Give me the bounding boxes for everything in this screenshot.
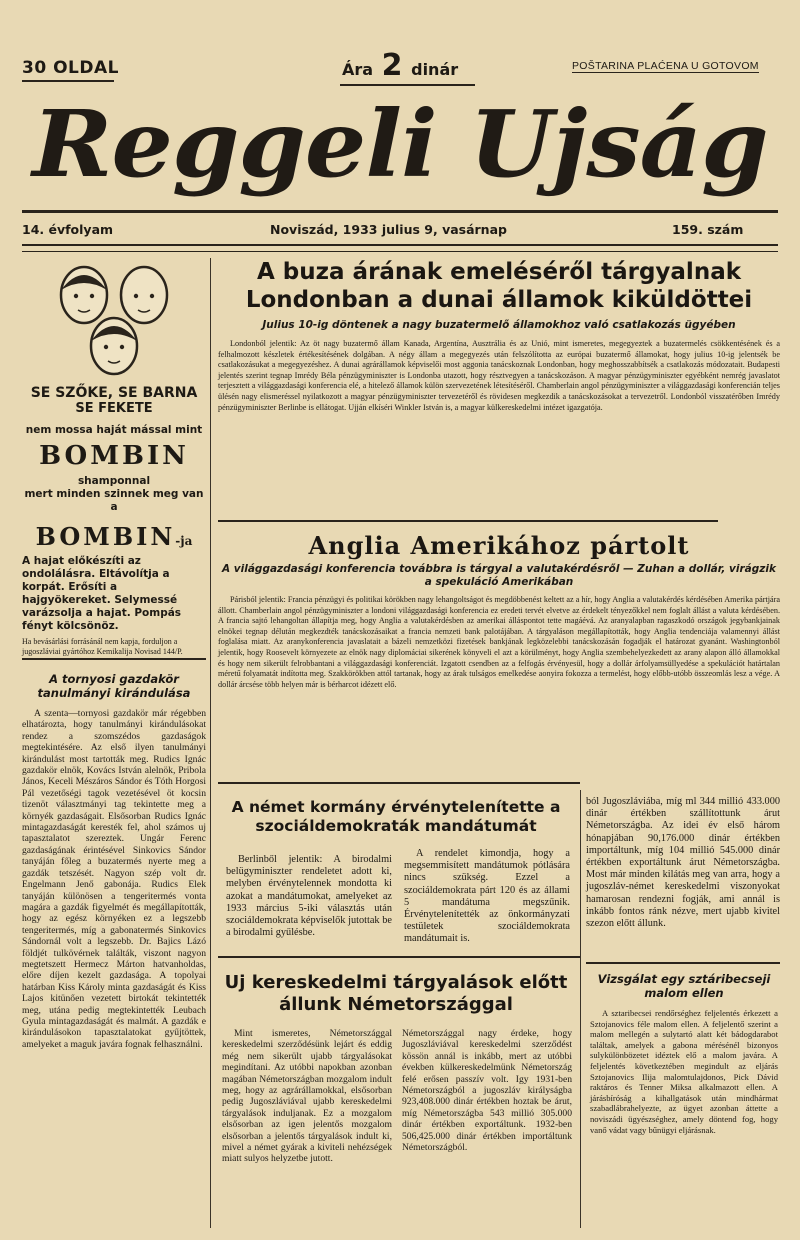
column-divider [210,258,211,1228]
divider [22,210,778,213]
ad-brand-2 [22,522,206,551]
ad-brand: BOMBIN [39,441,189,471]
article-subtitle: Julius 10-ig döntenek a nagy buzatermelő államokhoz való csatlakozás ügyében [262,319,736,331]
article-title: A tornyosi gazdakör tanulmányi kirándulása [37,672,191,700]
article-body: Londonból jelentik: Az öt nagy buzatermő állam Kanada, Argentína, Ausztrália és az Unió, mint ismeretes, megegyeztek a buzatermelés csökkentésének és a felhalmozott készletek értékesítésének dolgában. A négy állam a megegyezés után felszólította az európai buzatermő államokat, hogy julius 10-ig jelentsék be csatlakozásukat a megegyezéshez. A dunai agrárállamok képviselői most aggonia tanácskoznak Londonban, hogy meghosszabbítsék a csatlakozás módozatait. Budapesti jelentés szerint tegnap Imrédy Béla pénzügyminiszter is Londonba utazott, hogy résztvegyen a tanácskozáson. A magyar pénzügyminiszter egyébként nemrég javaslatot terjesztett a világgazdasági konferencia elé, a hitelező államok külön szervezetének létesítéséről. Chamberlain angol pénzügyminiszter a világgazdasági konferencián teljes ülésén nagy elismeréssel nyilatkozott a magyar pénzügyminiszter tervezetéről és rövidesen megkezdik a tanácskozásokat a tervezetről. Londonból visszatérőben Imrédy pénzügyminiszter Berlinbe is ellátogat. Ujján elkíséri Winkler István is, a magyar külkereskedelmi intézet igazgatója. [218,339,780,412]
anglia-article [218,532,780,690]
continued-column: ból Jugoszláviába, míg ml 344 millió 433.000 dinár értékben szállítottunk árut Németországba. Az idei év első három hónapjában 90,176.000 dinár értékben importáltunk, míg 104 millió 545.000 dinár értékben exportáltunk árut Németországba. Most már minden kilátás meg van arra, hogy a jugoszláv-német kereskedelmi viszonyokat hamarosan rendezni fogják, ami annál is inkább fontos ránk nézve, mert ujabb kivitel szezon előtt állunk. [586,796,780,930]
article-subtitle: A világgazdasági konferencia továbbra is tárgyal a valutakérdésről — Zuhan a dollár, virágzik a spekuláció Amerikában [222,563,776,588]
vizsgalat-article [590,972,778,1135]
article-title: Vizsgálat egy sztáribecseji malom ellen [597,972,771,1000]
price-value: 2 [381,48,403,83]
nemet-article [218,798,574,945]
divider [218,956,580,958]
date-line: Noviszád, 1933 julius 9, vasárnap [270,222,507,237]
price-unit: dinár [411,60,459,79]
left-article [22,672,206,1050]
article-title: A német kormány érvénytelenítette a szociáldemokraták mandátumát [231,798,561,835]
ad-line: mert minden szinnek meg van a [24,488,204,513]
divider [586,962,780,964]
ad-brand-suffix: -ja [175,534,193,548]
page-count: 30 OLDAL [22,58,119,78]
article-title: Uj kereskedelmi tárgyalások előtt állunk Németországgal [224,972,568,1015]
ad-small-print: Ha bevásárlási forrásánál nem kapja, forduljon a jugoszláviai gyártóhoz Kemikalija Novisad 144/P. [22,637,183,656]
article-column: Berlinből jelentik: A birodalmi belügyminiszter rendeletet adott ki, melyben érvénytelennek mondotta ki azokat a mandátumokat, amelyeket az 1933 március 5-iki választás után szociáldemokrata képviselők jutottak be a birodalmi gyűlésbe. [226,854,392,939]
article-title: A buza árának emeléséről tárgyalnak Londonban a dunai államok kiküldöttei [245,259,753,313]
divider [218,782,580,784]
postal-note: POŠTARINA PLAĆENA U GOTOVOM [572,60,759,72]
article-title: Anglia Amerikához pártolt [308,531,690,560]
ad-headline-1: SE SZŐKE, SE BARNA [30,385,198,401]
uj-article [218,972,574,1165]
divider [22,80,114,82]
article-body: A sztaribecsei rendőrséghez feljelentés érkezett a Sztojanovics féle malom ellen. A feljelentő szerint a malom mellegén a sulytartó alatt két bádogdarabot találtak, amelyek a gabona mérésénél bizonyos sulykülönbözetet idéztek elő a malom javára. A feljelentés következtében megindult az eljárás Sztojanovics Ilija malomtulajdonos, Pick Dávid raktáros és Tenner Miksa alkalmazott ellen. A járásbíróság a kihallgatások után mindhármat szabadlábrahelyezte, az ügyet azonban áttette a noviszádi ügyészséghez, amely döntend fog, hogy vanő vádat vagy bűnügyi eljárásnak. [590,1008,778,1135]
ad-headline-2: SE FEKETE [75,401,153,416]
column-divider [580,790,581,1228]
ad-line: nem mossa haját mással mint [25,424,203,436]
divider [22,244,778,252]
article-column: A rendelet kimondja, hogy a megsemmisített mandátumok pótlására nincs szükség. Ezzel a szociáldemokrata párt 120 és az állami 5 mandátuma megszűnik. Érvénytelenítették az önkormányzati testületek szociáldemokrata mandátumait is. [404,848,570,945]
article-body: A szenta—tornyosi gazdakör már régebben elhatározta, hogy tanulmányi kirándulásokat rendez a szomszédos gazdaságok megtekintésére. Az első ilyen tanulmányi kirándulást most tartották meg. Rudics Ignác gazdakör elnök, Kovács István alelnök, Pribola János, Keceli Mészáros Sándor és Tóth Horgosi Pál vezetőségi tagok vezetésével öt kocsin tizenöt választmányi tag tekintette meg a környék gazdaságait. Elsősorban Rudics Ignác mintagazdaságát keresték fel, ahol számos uj tapasztalatot szereztek. Ungár Ferenc gazdaságának érintésével Sinkovics Sándor tanyáján főleg a buzatermés nyerte meg a gazdák tetszését. Nagyon szép volt dr. Engelmann Jenő gabonája. Rudics Elek tanyáján különösen a tengeritermés vonta magára a gazdák figyelmét és megállapították, hogy az egész környéken ez a legszebb tengeritermés, míg a gabonatermés Sinkovics Sándornál volt a legszebb. Dr. Bajics Lázó földjét tulkövérnek találták, viszont nagyon megtetszett Hermecz Márton hatvanholdas, előre díjen kezelt gazdasága. A topolyai határban Kiss Károly minta gazdaságát és Kiss Lajos kitünően vezetett birtokát tekintették meg, utána pedig megtekintették Leubach Gyula mintagazdaságát és malmát. A gazdák e kirándulásokon tapasztalatokat gyűjtöttek, amelyeket a maguk javára fognak felhasználni. [22,708,206,1050]
volume: 14. évfolyam [22,222,114,237]
ad-brand-name: BOMBIN [35,522,176,551]
price [342,48,458,83]
faces-illustration-icon [44,260,184,382]
divider [22,658,206,660]
ad-line: shamponnal [77,475,151,487]
article-body: Párisból jelentik: Francia pénzügyi és politikai körökben nagy lehangoltságot és megdöbbenést keltett az a hír, hogy Anglia a valutakérdés kérdésében Amerika pártjára állott. Chamberlain angol pénzügyminiszter a londoni világgazdasági konferencia ez eredeti tervét elvetve az érdekelt tényezőkkel nem foglalt állást a valuta kérdésében. A francia sajtó lehangoltan állapítja meg, hogy Anglia a valutakérdésben az amerikai álláspontot tette magáévá. Az aranyalapban ragaszkodó országok jegybankjainak elnökei tegnap délután megkezdték tanácskozásaikat a francia nemzeti bank palotájában. A tárgyaláson megállapították, hogy Anglia tendenciája valamennyi állást foglalása miatt. Az aranykonferencia javaslatait a bázeli nemzetközi fizetések bankjának legközelebbi tanácskozásán fogadják el határozat gyanánt. Washingtonból jelentik, hogy Roosevelt környezete az elnök nagy diplomáciai sikerének könyveli el azt a körülményt, hogy Anglia szembehelyezkedett az arany alapon álló államokkal és hogy nem sikerült felrobbantani a világgazdasági konferenciát. Izgatott csendben az a felfogás érvényesül, hogy a dollár árfolyamsüllyedése a spekulációt határtalan méretű folyamatát indította meg. Szakkörökben attól tartanak, hogy az árak tulságos emelkedése aonyira fokozza a termelést, hogy előbb-utóbb összeomlás lesz a vége. A dollár árcsése több helyen már is bérharcot idézett elő. [218,595,780,689]
divider [340,84,475,86]
masthead-title: Reggeli Ujság [32,90,768,198]
bombin-ad [22,260,206,657]
price-prefix: Ára [342,60,374,79]
article-column: Mint ismeretes, Németországgal kereskedelmi szerződésünk lejárt és eddig még nem sikerült ujabb tárgyalásokat megindítani. Az utóbbi napokban azonban magában Németországban mozgalom indult meg, hogy az agrárállamokkal, elsősorban pedig Jugoszláviával ujabb kereskedelmi tárgyalások induljanak. Ez a mozgalom elsősorban az igen jelentős mozgalom elsősorban a jelentős tárgyalások indult ki, mivel a német gyárak a kiviteli nehézségek miatt sulyos helyzetbe jutott. [222,1028,392,1165]
article-column: Németországgal nagy érdeke, hogy Jugoszláviával kereskedelmi szerződést kössön annál is inkább, mert az utóbbi években külkereskedelmünk Németország felé erősen passzív volt. Igy 1931-ben Németországból a jugoszláv királyságba 923,408.000 dinár értékben hoztak be árut, míg Németországba 543 millió 305.000 dinár értékben exportáltunk. 1932-ben 506,425.000 dinár értékben importáltunk Németországból. [402,1028,572,1154]
issue-number: 159. szám [672,222,744,237]
divider [218,520,718,522]
main-article [218,258,780,413]
ad-text: A hajat előkészíti az ondolálásra. Eltávolítja a korpát. Erősíti a hajgyökereket. Selymessé varázsolja a hajat. Pompás fényt kölcsönöz. [22,555,182,632]
